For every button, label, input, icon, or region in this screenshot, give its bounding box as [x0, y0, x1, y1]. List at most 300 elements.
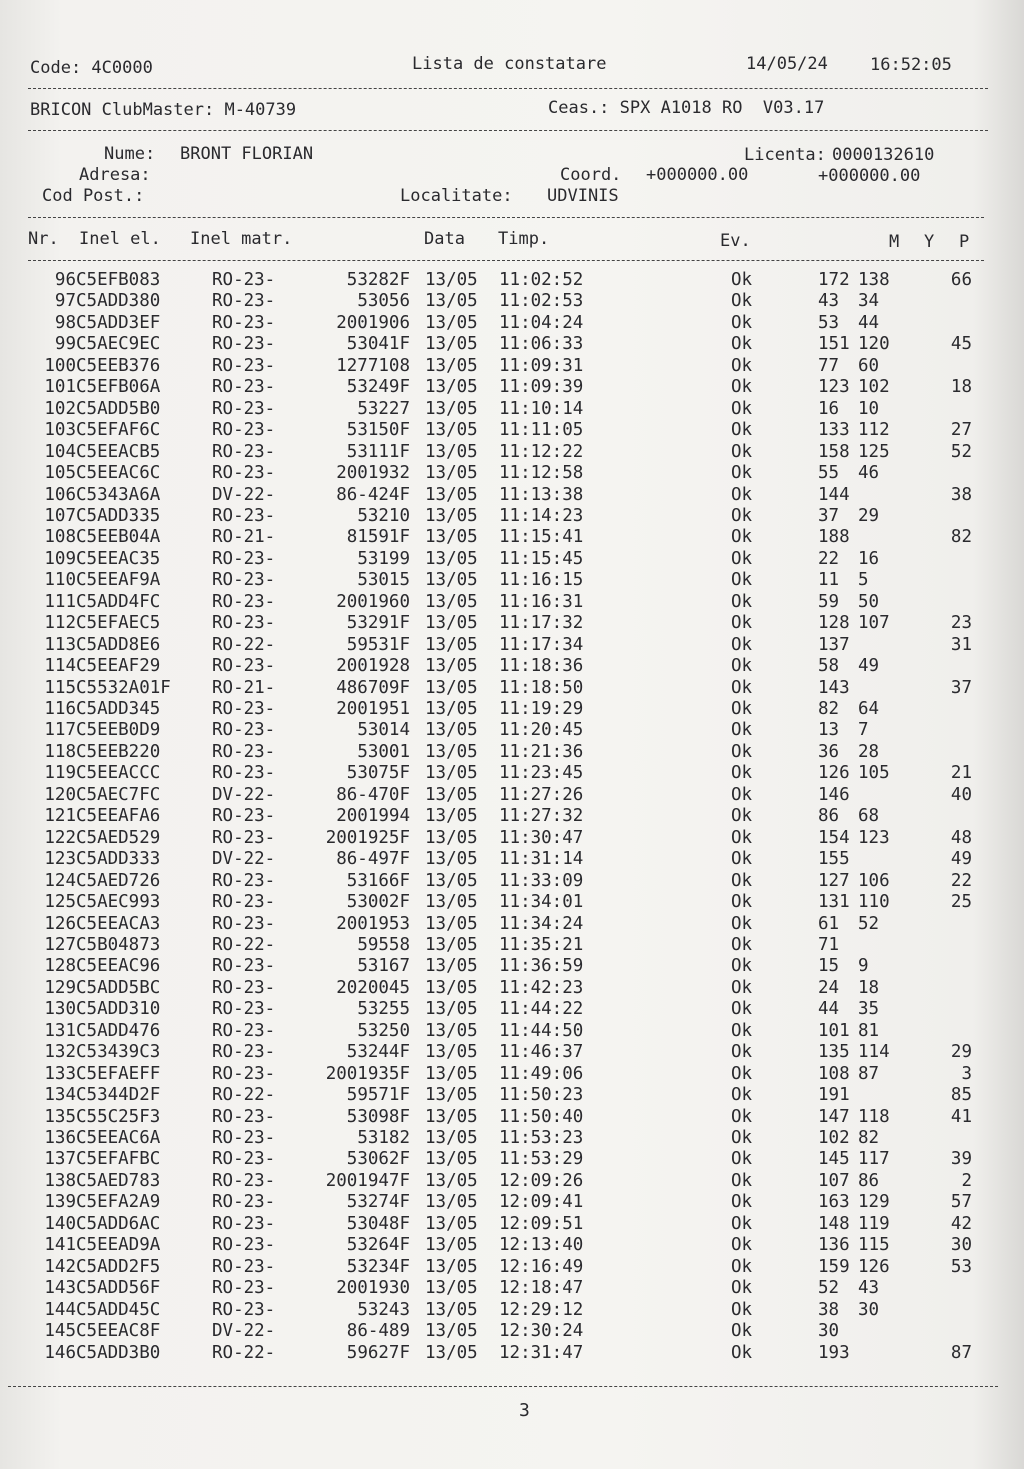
cell-time: 11:49:06	[499, 1063, 584, 1084]
cell-y: 120	[858, 334, 890, 355]
divider	[8, 1386, 998, 1387]
cell-date: 13/05	[425, 720, 478, 741]
cell-ev: Ok	[731, 934, 753, 955]
cell-m: 16	[818, 398, 840, 419]
cell-nr: 109	[44, 548, 76, 569]
cell-nr: 132	[44, 1042, 76, 1063]
cell-nr: 123	[44, 849, 76, 870]
table-row	[0, 291, 1024, 312]
cell-nr: 113	[44, 634, 76, 655]
cell-date: 13/05	[425, 1192, 478, 1213]
cell-inel-matr: RO-22-	[212, 934, 276, 955]
cell-time: 12:13:40	[499, 1235, 584, 1256]
cell-inel-matr: RO-23-	[212, 505, 276, 526]
cell-ring-number: 53274F	[346, 1192, 410, 1213]
cell-inel-el: C5ADD4FC	[76, 591, 161, 612]
cell-nr: 133	[44, 1063, 76, 1084]
table-row	[0, 270, 1024, 291]
cell-nr: 126	[44, 913, 76, 934]
cell-p: 42	[950, 1213, 972, 1234]
cell-inel-el: C5ADD3EF	[76, 312, 161, 333]
cell-inel-matr: RO-23-	[212, 312, 276, 333]
cell-m: 86	[818, 806, 840, 827]
cell-inel-el: C5ADD2F5	[76, 1256, 161, 1277]
cell-time: 11:20:45	[499, 720, 584, 741]
cell-inel-matr: RO-23-	[212, 463, 276, 484]
table-row	[0, 742, 1024, 763]
cell-m: 158	[818, 441, 850, 462]
cell-inel-matr: RO-23-	[212, 1149, 276, 1170]
cell-nr: 142	[44, 1256, 76, 1277]
cell-m: 52	[818, 1278, 840, 1299]
cell-m: 24	[818, 977, 840, 998]
table-row	[0, 999, 1024, 1020]
cell-time: 11:15:45	[499, 548, 584, 569]
table-row	[0, 1235, 1024, 1256]
cell-inel-matr: RO-23-	[212, 1042, 276, 1063]
cell-m: 11	[818, 570, 840, 591]
cell-ev: Ok	[731, 1342, 753, 1363]
cell-date: 13/05	[425, 420, 478, 441]
cell-inel-matr: RO-23-	[212, 334, 276, 355]
table-row	[0, 1107, 1024, 1128]
cell-m: 148	[818, 1213, 850, 1234]
cell-p: 53	[950, 1256, 972, 1277]
cell-inel-el: C5ADD333	[76, 849, 161, 870]
cell-p: 38	[950, 484, 972, 505]
cell-ring-number: 86-470F	[336, 784, 410, 805]
cell-y: 86	[858, 1170, 880, 1191]
license-number: 0000132610	[832, 145, 935, 165]
col-y: Y	[924, 232, 935, 252]
cell-y: 28	[858, 741, 880, 762]
col-timp: Timp.	[498, 229, 550, 249]
cell-y: 16	[858, 548, 880, 569]
cell-inel-el: C5EEACCC	[76, 763, 161, 784]
cell-inel-matr: RO-23-	[212, 1020, 276, 1041]
cell-m: 128	[818, 613, 850, 634]
cell-inel-matr: RO-23-	[212, 377, 276, 398]
cell-ev: Ok	[731, 420, 753, 441]
cell-ev: Ok	[731, 1020, 753, 1041]
cell-date: 13/05	[425, 463, 478, 484]
cell-date: 13/05	[425, 634, 478, 655]
cell-ev: Ok	[731, 398, 753, 419]
cell-inel-el: C5EEAD9A	[76, 1235, 161, 1256]
cell-ev: Ok	[731, 956, 753, 977]
cell-inel-el: C5ADD345	[76, 699, 161, 719]
cell-ring-number: 53111F	[346, 441, 410, 462]
cell-y: 30	[858, 1299, 880, 1320]
cell-nr: 139	[44, 1192, 76, 1213]
cell-inel-matr: RO-23-	[212, 1256, 276, 1277]
cell-inel-el: C5ADD310	[76, 999, 161, 1020]
cell-date: 13/05	[425, 441, 478, 462]
table-row	[0, 978, 1024, 999]
cell-nr: 104	[44, 441, 76, 462]
cell-ev: Ok	[731, 377, 753, 398]
cell-ring-number: 2001947F	[325, 1170, 410, 1191]
cell-inel-el: C5EEAC96	[76, 956, 161, 977]
table-row	[0, 849, 1024, 870]
cell-nr: 110	[44, 570, 76, 591]
cell-m: 107	[818, 1170, 850, 1191]
cell-inel-el: C5EEB376	[76, 355, 161, 376]
cell-ev: Ok	[731, 913, 753, 934]
cell-p: 52	[950, 441, 972, 462]
cell-time: 11:19:29	[499, 699, 584, 719]
cell-inel-el: C5ADD380	[76, 291, 161, 312]
cell-p: 27	[950, 420, 972, 441]
cell-inel-matr: RO-23-	[212, 1170, 276, 1191]
cell-p: 2	[961, 1170, 972, 1191]
cell-date: 13/05	[425, 999, 478, 1020]
cell-ev: Ok	[731, 334, 753, 355]
cell-ring-number: 2001925F	[325, 827, 410, 848]
cell-ev: Ok	[731, 1063, 753, 1084]
cell-m: 191	[818, 1085, 850, 1106]
cell-nr: 115	[44, 677, 76, 698]
cell-nr: 99	[54, 334, 76, 355]
cell-ring-number: 53048F	[346, 1213, 410, 1234]
cell-m: 163	[818, 1192, 850, 1213]
page-number: 3	[519, 1400, 530, 1421]
cell-time: 11:50:23	[499, 1085, 584, 1106]
cell-inel-el: C5ADD5B0	[76, 398, 161, 419]
table-row	[0, 914, 1024, 935]
cell-time: 11:12:58	[499, 463, 584, 484]
cell-ring-number: 53041F	[346, 334, 410, 355]
cell-nr: 101	[44, 377, 76, 398]
table-row	[0, 570, 1024, 591]
cell-date: 13/05	[425, 377, 478, 398]
cell-y: 81	[858, 1020, 880, 1041]
cell-date: 13/05	[425, 1063, 478, 1084]
cell-ring-number: 486709F	[336, 677, 410, 698]
cell-y: 7	[858, 720, 869, 741]
cell-m: 22	[818, 548, 840, 569]
cell-p: 48	[950, 827, 972, 848]
table-row	[0, 1343, 1024, 1364]
cell-ring-number: 2001935F	[325, 1063, 410, 1084]
cell-time: 11:30:47	[499, 827, 584, 848]
cell-ring-number: 53210	[357, 505, 410, 526]
cell-inel-matr: RO-23-	[212, 977, 276, 998]
cell-m: 146	[818, 784, 850, 805]
cell-inel-matr: RO-23-	[212, 1213, 276, 1234]
cell-nr: 125	[44, 892, 76, 913]
cell-y: 43	[858, 1278, 880, 1299]
print-time: 16:52:05	[870, 55, 952, 75]
cell-ev: Ok	[731, 656, 753, 677]
cell-inel-el: C5B04873	[76, 934, 161, 955]
cell-time: 11:34:24	[499, 913, 584, 934]
table-row	[0, 527, 1024, 548]
cell-time: 11:36:59	[499, 956, 584, 977]
cell-nr: 122	[44, 827, 76, 848]
col-p: P	[959, 232, 970, 252]
cell-nr: 128	[44, 956, 76, 977]
cell-date: 13/05	[425, 913, 478, 934]
cell-ev: Ok	[731, 827, 753, 848]
cell-time: 11:18:50	[499, 677, 584, 698]
cell-time: 12:18:47	[499, 1278, 584, 1299]
coord-x: +000000.00	[646, 165, 749, 185]
cell-ev: Ok	[731, 870, 753, 891]
cell-nr: 135	[44, 1106, 76, 1127]
cell-ring-number: 53001	[357, 741, 410, 762]
cell-time: 11:11:05	[499, 420, 584, 441]
table-row	[0, 935, 1024, 956]
cell-time: 11:44:22	[499, 999, 584, 1020]
cell-inel-el: C5344D2F	[76, 1085, 161, 1106]
licenta-label: Licenta:	[744, 145, 826, 165]
cell-m: 30	[818, 1321, 840, 1342]
cell-nr: 98	[54, 312, 76, 333]
cell-inel-el: C5343A6A	[76, 484, 161, 505]
cell-inel-matr: RO-23-	[212, 1299, 276, 1320]
cell-date: 13/05	[425, 1321, 478, 1342]
cell-inel-matr: RO-23-	[212, 870, 276, 891]
cell-y: 114	[858, 1042, 890, 1063]
table-row	[0, 678, 1024, 699]
cell-date: 13/05	[425, 527, 478, 548]
cell-nr: 118	[44, 741, 76, 762]
cell-ring-number: 53291F	[346, 613, 410, 634]
cell-m: 53	[818, 312, 840, 333]
cell-ring-number: 53098F	[346, 1106, 410, 1127]
cell-ring-number: 53075F	[346, 763, 410, 784]
table-row	[0, 871, 1024, 892]
col-ev: Ev.	[720, 231, 751, 251]
table-row	[0, 656, 1024, 677]
table-row	[0, 1171, 1024, 1192]
adresa-label: Adresa:	[79, 165, 151, 185]
table-row	[0, 956, 1024, 977]
cell-nr: 124	[44, 870, 76, 891]
cell-m: 127	[818, 870, 850, 891]
cell-date: 13/05	[425, 849, 478, 870]
table-row	[0, 1085, 1024, 1106]
cell-ev: Ok	[731, 484, 753, 505]
cell-ev: Ok	[731, 1213, 753, 1234]
cell-ring-number: 2001951	[336, 699, 410, 719]
cell-date: 13/05	[425, 355, 478, 376]
cell-m: 59	[818, 591, 840, 612]
cell-y: 87	[858, 1063, 880, 1084]
cell-time: 11:50:40	[499, 1106, 584, 1127]
cell-nr: 137	[44, 1149, 76, 1170]
cell-inel-el: C5ADD335	[76, 505, 161, 526]
cell-inel-matr: RO-23-	[212, 570, 276, 591]
cell-date: 13/05	[425, 870, 478, 891]
cell-ev: Ok	[731, 677, 753, 698]
cell-inel-matr: RO-23-	[212, 1063, 276, 1084]
cell-inel-el: C5AEC7FC	[76, 784, 161, 805]
cell-ev: Ok	[731, 1321, 753, 1342]
cell-ev: Ok	[731, 763, 753, 784]
table-row	[0, 720, 1024, 741]
cell-time: 11:06:33	[499, 334, 584, 355]
divider	[28, 130, 988, 131]
cell-y: 35	[858, 999, 880, 1020]
cell-nr: 100	[44, 355, 76, 376]
table-row	[0, 1064, 1024, 1085]
cell-m: 123	[818, 377, 850, 398]
cell-inel-el: C5EFAEC5	[76, 613, 161, 634]
cell-nr: 144	[44, 1299, 76, 1320]
table-row	[0, 1192, 1024, 1213]
cell-ring-number: 53264F	[346, 1235, 410, 1256]
cell-date: 13/05	[425, 934, 478, 955]
cell-time: 11:27:26	[499, 784, 584, 805]
cell-ring-number: 53243	[357, 1299, 410, 1320]
cell-ev: Ok	[731, 505, 753, 526]
cell-ring-number: 86-424F	[336, 484, 410, 505]
cell-inel-matr: RO-23-	[212, 720, 276, 741]
table-row	[0, 463, 1024, 484]
cell-inel-el: C5EEAC35	[76, 548, 161, 569]
cell-inel-el: C5EEAC8F	[76, 1321, 161, 1342]
cell-p: 82	[950, 527, 972, 548]
cell-inel-matr: RO-21-	[212, 527, 276, 548]
cell-m: 15	[818, 956, 840, 977]
cell-ev: Ok	[731, 463, 753, 484]
cell-ring-number: 53002F	[346, 892, 410, 913]
cell-ev: Ok	[731, 312, 753, 333]
cell-nr: 141	[44, 1235, 76, 1256]
table-row	[0, 420, 1024, 441]
cell-ring-number: 59558	[357, 934, 410, 955]
cell-p: 45	[950, 334, 972, 355]
divider	[28, 260, 984, 261]
cell-date: 13/05	[425, 312, 478, 333]
cell-inel-el: C5AED726	[76, 870, 161, 891]
cell-p: 41	[950, 1106, 972, 1127]
cell-m: 36	[818, 741, 840, 762]
cell-ring-number: 2001994	[336, 806, 410, 827]
cell-date: 13/05	[425, 956, 478, 977]
cell-ev: Ok	[731, 1256, 753, 1277]
cell-date: 13/05	[425, 484, 478, 505]
cell-date: 13/05	[425, 677, 478, 698]
cell-ring-number: 53150F	[346, 420, 410, 441]
cell-ev: Ok	[731, 1170, 753, 1191]
cell-m: 102	[818, 1128, 850, 1148]
table-row	[0, 377, 1024, 398]
cell-inel-matr: RO-23-	[212, 548, 276, 569]
cell-m: 101	[818, 1020, 850, 1041]
locality: UDVINIS	[547, 186, 619, 206]
cell-m: 144	[818, 484, 850, 505]
cell-m: 108	[818, 1063, 850, 1084]
table-row	[0, 549, 1024, 570]
cell-time: 12:16:49	[499, 1256, 584, 1277]
coord-y: +000000.00	[818, 166, 921, 186]
cell-date: 13/05	[425, 1020, 478, 1041]
cell-m: 188	[818, 527, 850, 548]
cell-date: 13/05	[425, 1128, 478, 1148]
cell-time: 11:09:31	[499, 355, 584, 376]
cell-ring-number: 59627F	[346, 1342, 410, 1363]
cell-p: 3	[961, 1063, 972, 1084]
cell-inel-el: C5ADD6AC	[76, 1213, 161, 1234]
cell-y: 129	[858, 1192, 890, 1213]
cell-ev: Ok	[731, 1128, 753, 1148]
cell-y: 110	[858, 892, 890, 913]
cell-nr: 103	[44, 420, 76, 441]
cell-ring-number: 2001928	[336, 656, 410, 677]
cell-inel-el: C5EEB220	[76, 741, 161, 762]
cell-y: 10	[858, 398, 880, 419]
cell-nr: 105	[44, 463, 76, 484]
cell-time: 11:09:39	[499, 377, 584, 398]
owner-name: BRONT FLORIAN	[180, 144, 314, 164]
table-row	[0, 828, 1024, 849]
cell-date: 13/05	[425, 806, 478, 827]
table-row	[0, 1042, 1024, 1063]
cell-inel-matr: RO-23-	[212, 699, 276, 719]
cell-nr: 140	[44, 1213, 76, 1234]
cell-ring-number: 81591F	[346, 527, 410, 548]
cell-inel-matr: RO-23-	[212, 913, 276, 934]
cell-ring-number: 2001932	[336, 463, 410, 484]
cell-m: 151	[818, 334, 850, 355]
cell-m: 44	[818, 999, 840, 1020]
cell-time: 11:04:24	[499, 312, 584, 333]
cell-ring-number: 2001960	[336, 591, 410, 612]
cell-m: 145	[818, 1149, 850, 1170]
cell-y: 82	[858, 1128, 880, 1148]
cell-m: 135	[818, 1042, 850, 1063]
cell-ring-number: 86-489	[346, 1321, 410, 1342]
cell-inel-el: C5ADD5BC	[76, 977, 161, 998]
cell-p: 40	[950, 784, 972, 805]
cell-inel-el: C5ADD56F	[76, 1278, 161, 1299]
cell-time: 11:35:21	[499, 934, 584, 955]
cell-nr: 107	[44, 505, 76, 526]
cell-time: 12:09:51	[499, 1213, 584, 1234]
cell-inel-el: C5AED783	[76, 1170, 161, 1191]
cell-p: 18	[950, 377, 972, 398]
cell-inel-matr: RO-23-	[212, 355, 276, 376]
cell-y: 34	[858, 291, 880, 312]
cell-nr: 96	[54, 270, 76, 290]
cell-inel-el: C5EEACB5	[76, 441, 161, 462]
divider	[28, 217, 984, 218]
table-row	[0, 1214, 1024, 1235]
cell-y: 123	[858, 827, 890, 848]
localitate-label: Localitate:	[400, 186, 513, 206]
cell-inel-el: C5EFB06A	[76, 377, 161, 398]
cell-date: 13/05	[425, 892, 478, 913]
cell-p: 25	[950, 892, 972, 913]
cell-inel-matr: RO-23-	[212, 591, 276, 612]
cell-y: 9	[858, 956, 869, 977]
cell-ring-number: 1277108	[336, 355, 410, 376]
cell-inel-el: C5EEACA3	[76, 913, 161, 934]
cell-ev: Ok	[731, 1278, 753, 1299]
cell-y: 52	[858, 913, 880, 934]
cell-y: 125	[858, 441, 890, 462]
cell-m: 38	[818, 1299, 840, 1320]
cell-ring-number: 53255	[357, 999, 410, 1020]
cell-nr: 120	[44, 784, 76, 805]
cell-inel-el: C5AEC9EC	[76, 334, 161, 355]
cell-date: 13/05	[425, 591, 478, 612]
table-row	[0, 763, 1024, 784]
cell-inel-matr: RO-23-	[212, 827, 276, 848]
